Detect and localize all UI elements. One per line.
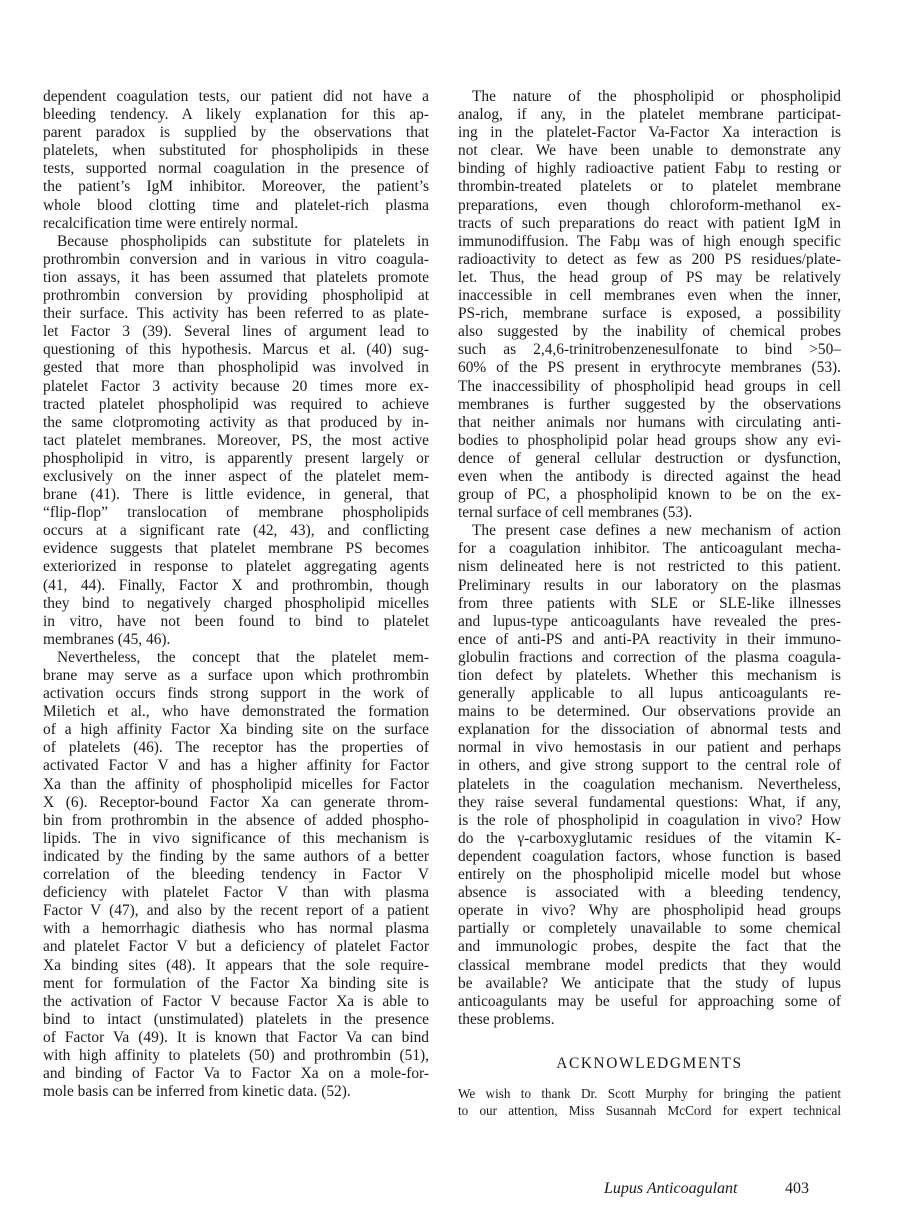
- acknowledgments-text: [458, 1085, 841, 1119]
- running-title: Lupus Anticoagulant: [604, 1180, 738, 1197]
- text-line: Factor V (47), and also by the recent report of a patient: [43, 902, 429, 920]
- text-line: they raise several fundamental questions: What, if any,: [458, 793, 841, 811]
- text-line: radioactivity to detect as few as 200 PS residues/plate-: [458, 250, 841, 268]
- text-line: deficiency with platelet Factor V than with plasma: [43, 884, 429, 902]
- text-line: gested that more than phospholipid was involved in: [43, 359, 429, 377]
- text-line: tests, supported normal coagulation in the presence of: [43, 160, 429, 178]
- text-line: bin from prothrombin in the absence of added phospho-: [43, 811, 429, 829]
- text-line: mains to be determined. Our observations provide an: [458, 703, 841, 721]
- text-line: partially or completely unavailable to some chemical: [458, 920, 841, 938]
- text-line: of a high affinity Factor Xa binding site on the surface: [43, 721, 429, 739]
- text-line: of platelets (46). The receptor has the properties of: [43, 739, 429, 757]
- text-line: globulin fractions and correction of the plasma coagula-: [458, 648, 841, 666]
- text-line: 60% of the PS present in erythrocyte membranes (53).: [458, 359, 841, 377]
- text-line: and immunologic probes, despite the fact that the: [458, 938, 841, 956]
- text-line: binding of highly radioactive patient Fabμ to resting or: [458, 160, 841, 178]
- text-line: recalcification time were entirely normal.: [43, 214, 299, 232]
- text-line: and binding of Factor Va to Factor Xa on a mole-for-: [43, 1065, 429, 1083]
- text-line: lipids. The in vivo significance of this mechanism is: [43, 829, 429, 847]
- paragraph: [458, 88, 841, 522]
- text-line: the activation of Factor V because Factor Xa is able to: [43, 992, 429, 1010]
- text-line: with high affinity to platelets (50) and prothrombin (51),: [43, 1046, 429, 1064]
- text-line: occurs at a significant rate (42, 43), and conflicting: [43, 522, 429, 540]
- text-line: dependent coagulation factors, whose function is based: [458, 847, 841, 865]
- text-line: ence of anti-PS and anti-PA reactivity in their immuno-: [458, 630, 841, 648]
- text-line: prothrombin conversion by providing phospholipid at: [43, 287, 429, 305]
- text-line: operate in vivo? Why are phospholipid head groups: [458, 902, 841, 920]
- text-line: tion assays, it has been assumed that platelets promote: [43, 268, 429, 286]
- text-line: in others, and give strong support to the central role of: [458, 757, 841, 775]
- text-line: mole basis can be inferred from kinetic data. (52).: [43, 1083, 351, 1101]
- text-line: also suggested by the inability of chemical probes: [458, 323, 841, 341]
- text-line: for a coagulation inhibitor. The anticoagulant mecha-: [458, 540, 841, 558]
- text-line: We wish to thank Dr. Scott Murphy for bringing the patient: [458, 1086, 841, 1101]
- text-line: indicated by the finding by the same authors of a better: [43, 847, 429, 865]
- text-line: phospholipid in vitro, is apparently present largely or: [43, 449, 429, 467]
- text-line: membranes is further suggested by the observations: [458, 395, 841, 413]
- text-line: from three patients with SLE or SLE-like illnesses: [458, 594, 841, 612]
- text-line: platelets, when substituted for phospholipids in these: [43, 142, 429, 160]
- text-line: activated Factor V and has a higher affinity for Factor: [43, 757, 429, 775]
- text-line: explanation for the dissociation of abnormal tests and: [458, 721, 841, 739]
- text-line: (41, 44). Finally, Factor X and prothrombin, though: [43, 576, 429, 594]
- text-line: prothrombin conversion and in various in vitro coagula-: [43, 250, 429, 268]
- text-line: brane may serve as a surface upon which prothrombin: [43, 667, 429, 684]
- text-line: these problems.: [458, 1010, 555, 1028]
- text-line: evidence suggests that platelet membrane PS becomes: [43, 540, 429, 558]
- text-line: entirely on the phospholipid micelle model but whose: [458, 866, 841, 884]
- text-line: tion defect by platelets. Whether this mechanism is: [458, 667, 841, 684]
- text-line: inaccessible in cell membranes even when the inner,: [458, 287, 841, 305]
- text-line: PS-rich, membrane surface is exposed, a possibility: [458, 305, 841, 323]
- text-line: exclusively on the inner aspect of the platelet mem-: [43, 467, 429, 485]
- text-line: the patient’s IgM inhibitor. Moreover, the patient’s: [43, 178, 429, 196]
- text-line: The present case defines a new mechanism of action: [472, 522, 841, 540]
- text-line: X (6). Receptor-bound Factor Xa can generate throm-: [43, 793, 429, 811]
- text-line: Miletich et al., who have demonstrated the formation: [43, 703, 429, 721]
- paragraph: [43, 649, 429, 1101]
- text-line: dence of general cellular destruction or dysfunction,: [458, 449, 841, 467]
- text-line: even when the antibody is directed against the head: [458, 467, 841, 485]
- text-line: such as 2,4,6-trinitrobenzenesulfonate to bind >50–: [458, 341, 841, 359]
- text-line: bind to intact (unstimulated) platelets in the presence: [43, 1010, 429, 1028]
- text-line: tact platelet membranes. Moreover, PS, the most active: [43, 431, 429, 449]
- text-line: group of PC, a phospholipid known to be on the ex-: [458, 486, 841, 504]
- text-line: Xa than the affinity of phospholipid micelles for Factor: [43, 775, 429, 793]
- page-number: 403: [785, 1180, 809, 1197]
- text-line: Xa binding sites (48). It appears that the sole require-: [43, 956, 429, 974]
- text-line: The nature of the phospholipid or phospholipid: [472, 88, 841, 105]
- text-line: platelets in the coagulation mechanism. Nevertheless,: [458, 775, 841, 793]
- text-line: questioning of this hypothesis. Marcus et al. (40) sug-: [43, 341, 429, 359]
- text-line: absence is associated with a bleeding tendency,: [458, 884, 841, 902]
- text-line: immunodiffusion. The Fabμ was of high enough specific: [458, 232, 841, 250]
- text-line: do the γ-carboxyglutamic residues of the vitamin K-: [458, 829, 841, 847]
- text-line: exteriorized in response to platelet aggregating agents: [43, 558, 429, 576]
- text-line: with a hemorrhagic diathesis who has normal plasma: [43, 920, 429, 938]
- text-line: in vitro, have not been found to bind to platelet: [43, 612, 429, 630]
- text-line: their surface. This activity has been referred to as plate-: [43, 305, 429, 323]
- text-line: the same clotpromoting activity as that produced by in-: [43, 413, 429, 431]
- left-column: [43, 88, 429, 1101]
- text-line: that neither animals nor humans with circulating anti-: [458, 413, 841, 431]
- text-line: is the role of phospholipid in coagulation in vivo? How: [458, 811, 841, 829]
- text-line: and platelet Factor V but a deficiency of platelet Factor: [43, 938, 429, 956]
- text-line: normal in vivo hemostasis in our patient and perhaps: [458, 739, 841, 757]
- text-line: anticoagulants may be useful for approaching some of: [458, 992, 841, 1010]
- text-line: tracts of such preparations do react with patient IgM in: [458, 214, 841, 232]
- text-line: Because phospholipids can substitute for platelets in: [57, 232, 429, 250]
- text-line: be available? We anticipate that the study of lupus: [458, 974, 841, 992]
- text-line: dependent coagulation tests, our patient did not have a: [43, 88, 429, 105]
- text-line: analog, if any, in the platelet membrane participat-: [458, 106, 841, 124]
- acknowledgments-heading: ACKNOWLEDGMENTS: [556, 1055, 743, 1072]
- text-line: correlation of the bleeding tendency in Factor V: [43, 866, 429, 884]
- text-line: brane (41). There is little evidence, in general, that: [43, 486, 429, 504]
- text-line: activation occurs finds strong support in the work of: [43, 685, 429, 703]
- text-line: Preliminary results in our laboratory on the plasmas: [458, 576, 841, 594]
- text-line: bodies to phospholipid polar head groups show any evi-: [458, 431, 841, 449]
- right-column: [458, 88, 841, 1029]
- text-line: classical membrane model predicts that they would: [458, 956, 841, 974]
- text-line: let. Thus, the head group of PS may be relatively: [458, 268, 841, 286]
- text-line: generally applicable to all lupus anticoagulants re-: [458, 685, 841, 703]
- text-line: ing in the platelet-Factor Va-Factor Xa interaction is: [458, 124, 841, 142]
- text-line: not clear. We have been unable to demonstrate any: [458, 142, 841, 160]
- text-line: ternal surface of cell membranes (53).: [458, 504, 693, 522]
- text-line: bleeding tendency. A likely explanation for this ap-: [43, 106, 429, 124]
- paragraph: [43, 88, 429, 233]
- text-line: membranes (45, 46).: [43, 630, 171, 648]
- text-line: of Factor Va (49). It is known that Factor Va can bind: [43, 1028, 429, 1046]
- text-line: “flip-flop” translocation of membrane phospholipids: [43, 504, 429, 522]
- text-line: Nevertheless, the concept that the platelet mem-: [57, 648, 429, 666]
- text-line: and lupus-type anticoagulants have revealed the pres-: [458, 612, 841, 630]
- text-line: let Factor 3 (39). Several lines of argument lead to: [43, 323, 429, 341]
- text-line: ment for formulation of the Factor Xa binding site is: [43, 974, 429, 992]
- paragraph: [458, 522, 841, 1029]
- text-line: preparations, even though chloroform-methanol ex-: [458, 196, 841, 214]
- text-line: platelet Factor 3 activity because 20 times more ex-: [43, 377, 429, 395]
- text-line: they bind to negatively charged phospholipid micelles: [43, 594, 429, 612]
- text-line: parent paradox is supplied by the observations that: [43, 124, 429, 142]
- text-line: The inaccessibility of phospholipid head groups in cell: [458, 377, 841, 395]
- text-line: to our attention, Miss Susannah McCord for expert technical: [458, 1103, 841, 1118]
- text-line: whole blood clotting time and platelet-rich plasma: [43, 196, 429, 214]
- text-line: tracted platelet phospholipid was required to achieve: [43, 395, 429, 413]
- text-line: nism delineated here is not restricted to this patient.: [458, 558, 841, 576]
- text-line: thrombin-treated platelets or to platelet membrane: [458, 178, 841, 196]
- paragraph: [43, 233, 429, 649]
